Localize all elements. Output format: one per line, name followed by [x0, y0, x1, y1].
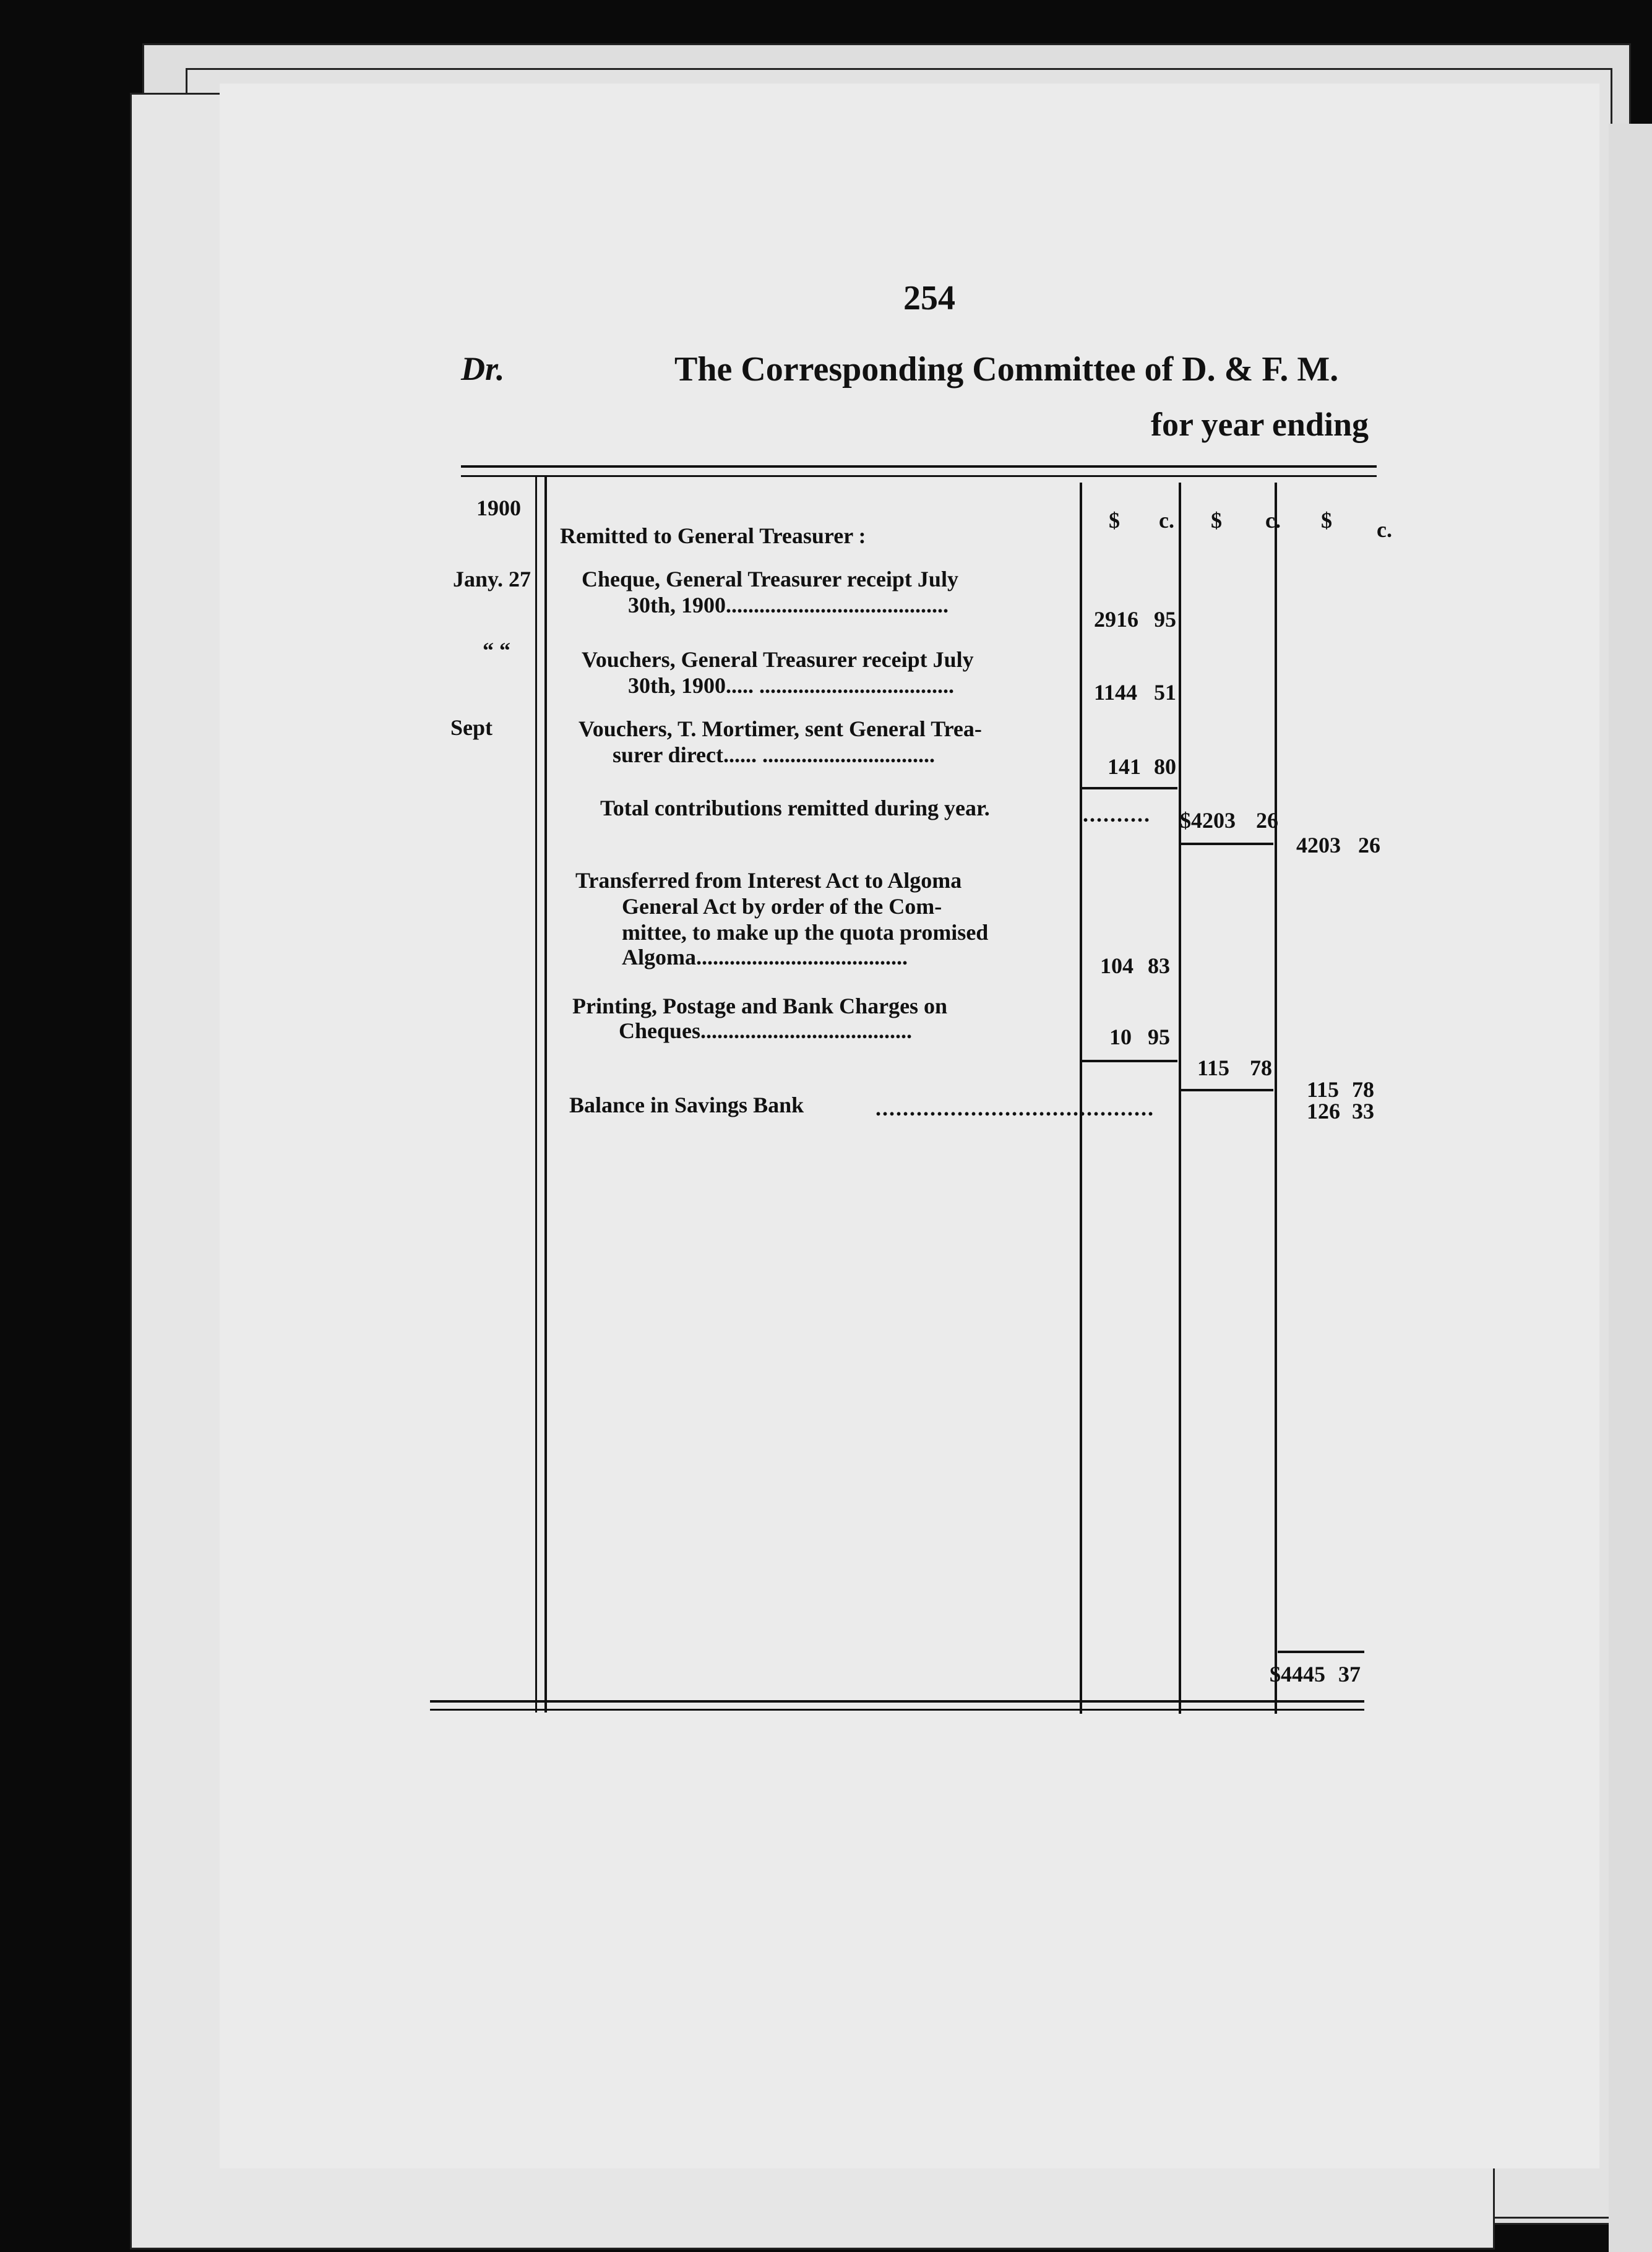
col3-cents-header: c.: [1377, 517, 1392, 542]
transfer-line3: mittee, to make up the quota promised: [622, 920, 989, 945]
vertical-rule-left: [544, 475, 547, 1713]
page-number: 254: [903, 279, 955, 317]
facing-page-edge: [1609, 124, 1652, 2252]
top-rule-2: [461, 475, 1377, 477]
bottom-rule-2: [430, 1709, 1364, 1711]
grand-total-right-cents: 37: [1338, 1662, 1361, 1687]
total-contrib-leader: ..........: [1083, 802, 1151, 827]
ledger-heading: Remitted to General Treasurer :: [560, 523, 866, 548]
balance-right: 126: [1307, 1099, 1340, 1124]
printing-dollars: 10: [1109, 1025, 1132, 1049]
subtotal-mid: 115: [1197, 1055, 1230, 1080]
printing-cents: 95: [1148, 1025, 1170, 1049]
vertical-rule-left-2: [535, 475, 537, 1713]
total-contrib-right-cents: 26: [1358, 833, 1380, 857]
top-rule-1: [461, 465, 1377, 468]
subtotal-mid-cents: 78: [1250, 1055, 1272, 1080]
entry-dollars: 141: [1108, 754, 1141, 779]
vertical-rule-col2: [1179, 483, 1181, 1714]
entry-desc-line2: surer direct...... ...............................: [613, 742, 935, 767]
balance-leader: .........................................: [875, 1096, 1155, 1120]
ledger-year: 1900: [476, 496, 521, 520]
col2-cents-header: c.: [1265, 508, 1281, 533]
entry-date: Jany. 27: [453, 567, 531, 591]
transfer-line4: Algoma......................................: [622, 945, 908, 969]
document-page: [220, 84, 1599, 2168]
document-title: The Corresponding Committee of D. & F. M.: [674, 350, 1339, 389]
entry-cents: 80: [1154, 754, 1176, 779]
printing-line2: Cheques......................................: [619, 1018, 913, 1043]
total-contrib-mid: $4203: [1180, 808, 1236, 833]
document-subtitle: for year ending: [1151, 406, 1369, 443]
col1-dollar-header: $: [1109, 508, 1120, 533]
entry-desc-line1: Vouchers, T. Mortimer, sent General Trea-: [579, 716, 982, 741]
bottom-rule-1: [430, 1700, 1364, 1703]
entry-cents: 95: [1154, 607, 1176, 632]
subtotal-rule-col1b: [1082, 1060, 1177, 1062]
transfer-line1: Transferred from Interest Act to Algoma: [575, 868, 962, 893]
entry-dollars: 2916: [1094, 607, 1138, 632]
vertical-rule-col3: [1275, 483, 1277, 1714]
balance-label: Balance in Savings Bank: [569, 1093, 804, 1117]
subtotal-rule-col2: [1181, 843, 1273, 845]
entry-cents: 51: [1154, 680, 1176, 705]
total-contrib-mid-cents: 26: [1256, 808, 1278, 833]
transfer-line2: General Act by order of the Com-: [622, 894, 942, 919]
col1-cents-header: c.: [1159, 508, 1174, 533]
subtotal-rule-col1: [1082, 787, 1177, 789]
printing-line1: Printing, Postage and Bank Charges on: [572, 994, 948, 1018]
grand-total-rule: [1278, 1651, 1364, 1653]
transfer-cents: 83: [1148, 953, 1170, 978]
entry-dollars: 1144: [1094, 680, 1138, 705]
subtotal-rule-col2b: [1181, 1089, 1273, 1091]
total-contrib-label: Total contributions remitted during year.: [600, 796, 990, 820]
entry-date: “ “: [483, 638, 510, 663]
grand-total-right: $4445: [1270, 1662, 1325, 1687]
balance-right-cents: 33: [1352, 1099, 1374, 1124]
col2-dollar-header: $: [1211, 508, 1222, 533]
entry-desc-line2: 30th, 1900........................................: [628, 593, 949, 617]
transfer-dollars: 104: [1100, 953, 1134, 978]
col3-dollar-header: $: [1321, 508, 1332, 533]
total-contrib-right: 4203: [1296, 833, 1341, 857]
entry-desc-line2: 30th, 1900..... ...................................: [628, 673, 955, 698]
entry-date: Sept: [450, 715, 493, 740]
dr-label: Dr.: [461, 350, 505, 387]
entry-desc-line1: Vouchers, General Treasurer receipt July: [582, 647, 974, 672]
subtotal-right-cents: 78: [1352, 1077, 1374, 1102]
subtotal-right: 115: [1307, 1077, 1340, 1102]
entry-desc-line1: Cheque, General Treasurer receipt July: [582, 567, 958, 591]
